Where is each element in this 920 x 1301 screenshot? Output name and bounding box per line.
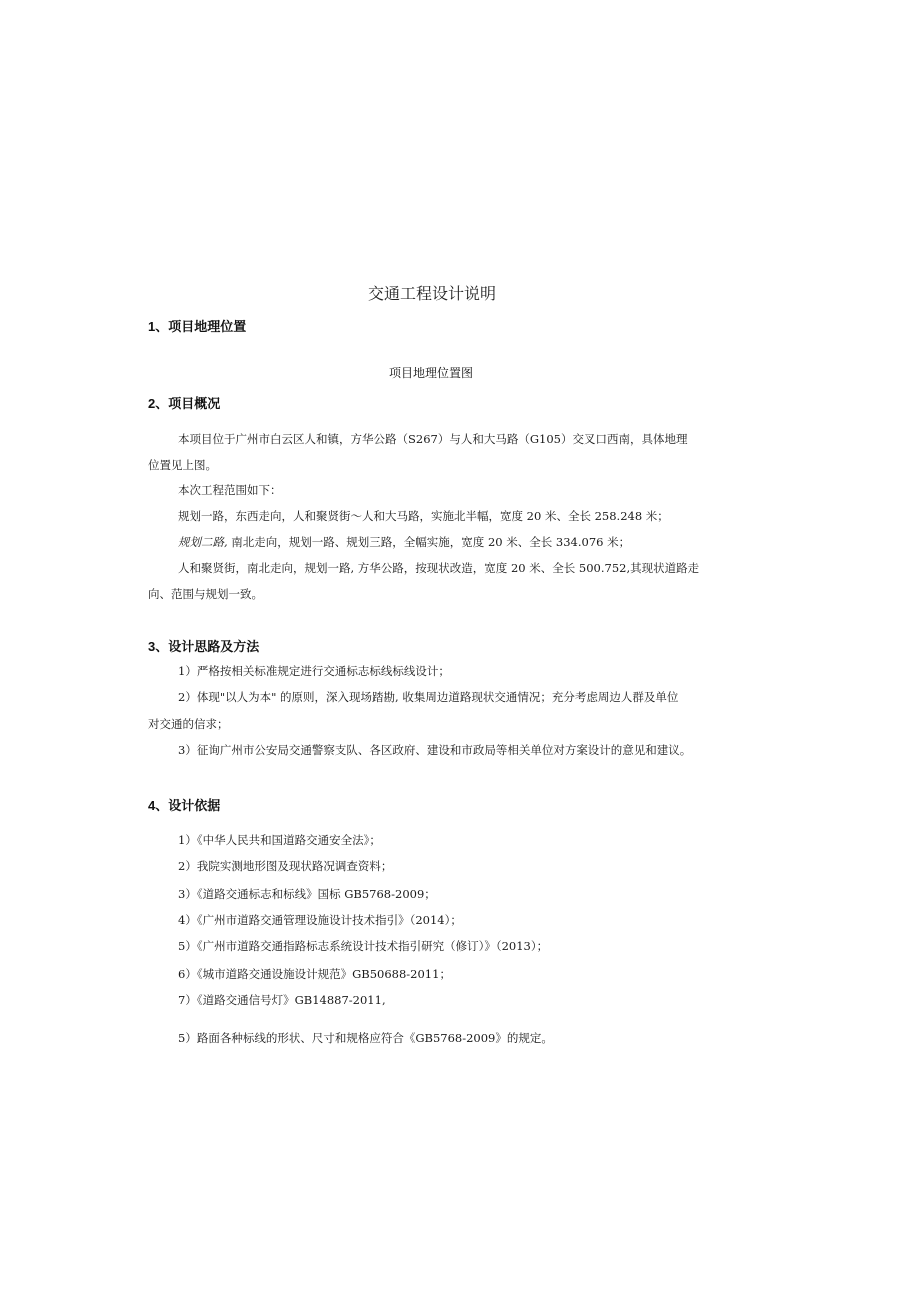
design-approach-item-1: 1）严格按相关标准规定进行交通标志标线标线设计； [178,664,450,678]
basis-item: 4）《广州市道路交通管理设施设计技术指引》（2014）； [178,913,462,927]
road-1-description: 规划一路，东西走向，人和聚贤街～人和大马路，实施北半幅，宽度 20 米、全长 258.248 米； [178,509,669,523]
basis-item: 1）《中华人民共和国道路交通安全法》； [178,833,381,847]
overview-paragraph-line1: 本项目位于广州市白云区人和镇，方华公路（S267）与人和大马路（G105）交叉口西南，具体地理 [178,432,688,446]
basis-item: 5）《广州市道路交通指路标志系统设计技术指引研究（修订）》（2013）； [178,939,549,953]
design-approach-item-2-line2: 对交通的信求； [148,717,229,731]
road-3-description-line2: 向、范围与规划一致。 [148,587,263,601]
section-3-heading: 3、设计思路及方法 [148,639,260,654]
basis-item: 2）我院实测地形图及现状路况调查资料； [178,859,393,873]
road-3-description-line1: 人和聚贤街，南北走向，规划一路, 方华公路，按现状改造，宽度 20 米、全长 500.752,其现状道路走 [178,561,700,575]
road-2-details: 南北走向，规划一路、规划三路，全幅实施，宽度 20 米、全长 334.076 米； [227,535,631,549]
road-2-description [178,534,630,550]
road-2-name: 规划二路, [178,535,228,549]
design-approach-item-2-line1: 2）体现"以人为本" 的原则，深入现场踏勘, 收集周边道路现状交通情况；充分考虑周边人群及单位 [178,690,679,704]
basis-item: 3）《道路交通标志和标线》国标 GB5768-2009； [178,887,436,901]
section-1-heading: 1、项目地理位置 [148,319,247,334]
section-4-heading: 4、设计依据 [148,798,221,813]
design-approach-item-3: 3）征询广州市公安局交通警察支队、各区政府、建设和市政局等相关单位对方案设计的意见和建议。 [178,743,692,757]
figure-caption: 项目地理位置图 [389,366,474,380]
basis-item: 6）《城市道路交通设施设计规范》GB50688-2011； [178,967,451,981]
marking-standard-note: 5）路面各种标线的形状、尺寸和规格应符合《GB5768-2009》的规定。 [178,1031,553,1045]
overview-paragraph-line2: 位置见上图。 [148,458,217,472]
section-2-heading: 2、项目概况 [148,396,221,411]
document-title: 交通工程设计说明 [368,284,497,303]
scope-intro: 本次工程范围如下： [178,483,282,497]
basis-item: 7）《道路交通信号灯》GB14887-2011, [178,993,386,1007]
